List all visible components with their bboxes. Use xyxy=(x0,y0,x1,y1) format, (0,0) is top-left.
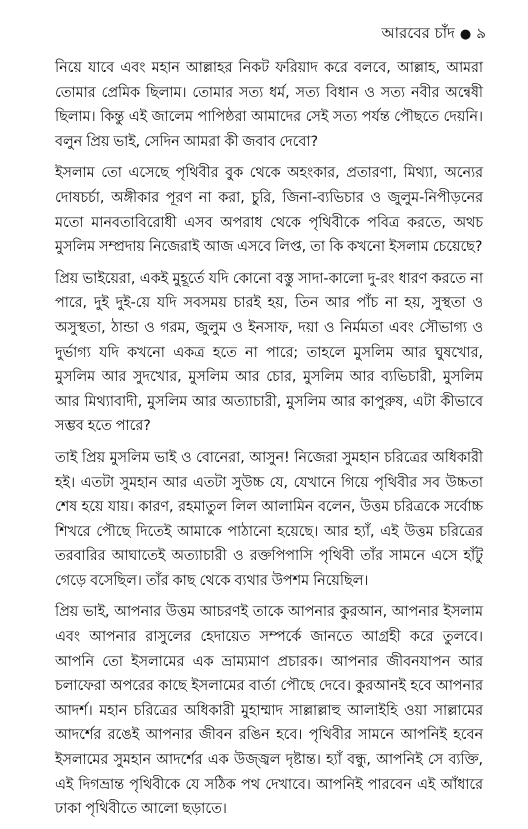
paragraph: প্রিয় ভাইয়েরা, একই মুহূর্তে যদি কোনো বস্তু সাদা-কালো দু-রং ধারণ করতে না পারে, দুই দুই-য়ে যদি সবসময় চারই হয়, তিন আর পাঁচ না হয়, সুস্থতা ও অসুস্থতা, ঠান্ডা ও গরম, জুলুম ও ইনসাফ, দয়া ও নির্মমতা এবং সৌভাগ্য ও দুর্ভাগ্য যদি কখনো একত্র হতে না পারে; তাহলে মুসলিম আর ঘুষখোর, মুসলিম আর সুদখোর, মুসলিম আর চোর, মুসলিম আর ব্যভিচারী, মুসলিম আর মিথ্যাবাদী, মুসলিম আর অত্যাচারী, মুসলিম আর কাপুরুষ, এটা কীভাবে সম্ভব হতে পারে? xyxy=(55,270,483,435)
paragraph: তাই প্রিয় মুসলিম ভাই ও বোনেরা, আসুন! নিজেরা সুমহান চরিত্রের অধিকারী হই। এতটা সুমহান আর এতটা সুউচ্চ যে, যেখানে গিয়ে পৃথিবীর সব উচ্চতা শেষ হয়ে যায়। কারণ, রহমাতুল লিল আলামিন বলেন, উত্তম চরিত্রকে সর্বোচ্চ শিখরে পৌছে দিতেই আমাকে পাঠানো হয়েছে। আর হ্যাঁ, এই উত্তম চরিত্রের তরবারির আঘাতেই অত্যাচারী ও রক্তপিপাসি পৃথিবী তাঁর সামনে এসে হাঁটু গেড়ে বসেছিল। তাঁর কাছ থেকে ব্যথার উপশম নিয়েছিল। xyxy=(55,449,483,589)
book-title: আরবের চাঁদ xyxy=(381,24,455,42)
paragraph: ইসলাম তো এসেছে পৃথিবীর বুক থেকে অহংকার, প্রতারণা, মিথ্যা, অন্যের দোষচর্চা, অঙ্গীকার পূরণ না করা, চুরি, জিনা-ব্যভিচার ও জুলুম-নিপীড়নের মতো মানবতাবিরোধী এসব অপরাধ থেকে পৃথিবীকে পবিত্র করতে, অথচ মুসলিম সম্প্রদায় নিজেরাই আজ এসবে লিপ্ত, তা কি কখনো ইসলাম চেয়েছে? xyxy=(55,165,483,256)
running-header xyxy=(381,22,486,47)
body-text xyxy=(55,56,483,829)
header-separator-dot: ● xyxy=(459,27,472,42)
paragraph: প্রিয় ভাই, আপনার উত্তম আচরণই তাকে আপনার কুরআন, আপনার ইসলাম এবং আপনার রাসুলের হেদায়েত সম্পর্কে জানতে আগ্রহী করে তুলবে। আপনি তো ইসলামের এক ভ্রাম্যমাণ প্রচারক। আপনার জীবনযাপন আর চলাফেরা অপরের কাছে ইসলামের বার্তা পৌছে দেবে। কুরআনই হবে আপনার আদর্শ। মহান চরিত্রের অধিকারী মুহাম্মাদ সাল্লাল্লাহু আলাইহি ওয়া সাল্লামের আদর্শের রঙেই আপনার জীবন রঙিন হবে। পৃথিবীর সামনে আপনিই হবেন ইসলামের সুমহান আদর্শের এক উজ্জ্বল দৃষ্টান্ত। হ্যাঁ বন্ধু, আপনিই সে ব্যক্তি, এই দিগভ্রান্ত পৃথিবীকে যে সঠিক পথ দেখাবে। আপনিই পারবেন এই আঁধারে ঢাকা পৃথিবীতে আলো ছড়াতে। xyxy=(55,604,483,818)
paragraph: নিয়ে যাবে এবং মহান আল্লাহর নিকট ফরিয়াদ করে বলবে, আল্লাহ, আমরা তোমার প্রেমিক ছিলাম। তোমার সত্য ধর্ম, সত্য বিধান ও সত্য নবীর অন্বেষী ছিলাম। কিন্তু এই জালেম পাপিষ্ঠরা আমাদের সেই সত্য পর্যন্ত পৌছতে দেয়নি। বলুন প্রিয় ভাই, সেদিন আমরা কী জবাব দেবো? xyxy=(55,60,483,150)
page-number: ৯ xyxy=(476,24,486,42)
